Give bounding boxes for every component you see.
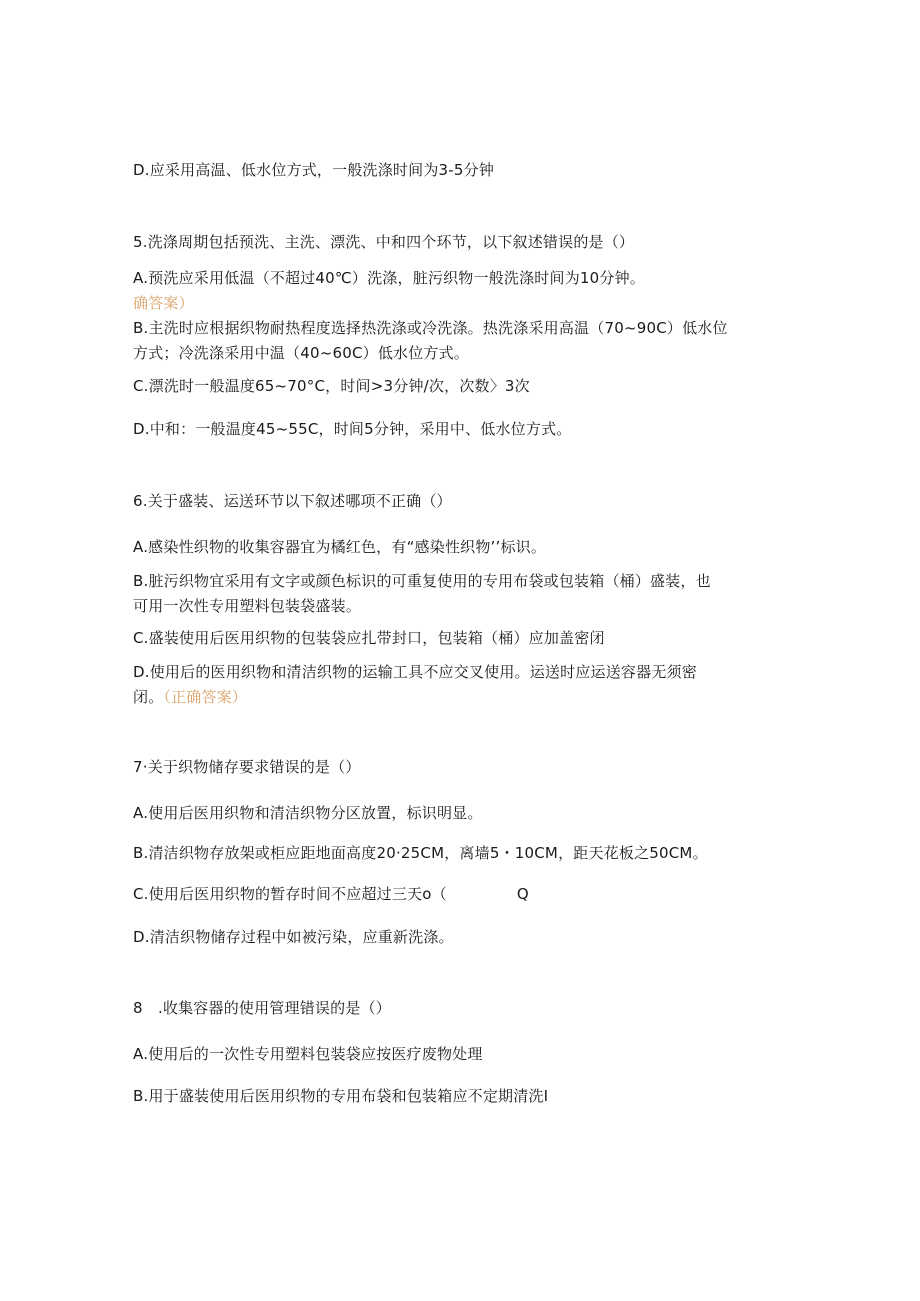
q6-option-d-line2 — [133, 687, 247, 707]
q8-title: 8 .收集容器的使用管理错误的是（） — [133, 999, 391, 1017]
q6-option-b-line2: 可用一次性专用塑料包装袋盛装。 — [133, 597, 362, 615]
q5-option-d: D.中和：一般温度45~55C，时间5分钟，采用中、低水位方式。 — [133, 420, 572, 438]
q7-option-d: D.清洁织物储存过程中如被污染，应重新洗涤。 — [133, 928, 454, 946]
q5-option-a: A.预洗应采用低温（不超过40℃）洗涤，脏污织物一般洗涤时间为10分钟。 — [133, 269, 645, 287]
q5-title: 5.洗涤周期包括预洗、主洗、漂洗、中和四个环节，以下叙述错误的是（） — [133, 233, 635, 251]
q7-option-c-tail: Q — [516, 885, 529, 903]
q7-option-c — [133, 884, 529, 904]
q7-option-a: A.使用后医用织物和清洁织物分区放置，标识明显。 — [133, 804, 483, 822]
q6-option-c: C.盛装使用后医用织物的包装袋应扎带封口，包装箱（桶）应加盖密闭 — [133, 629, 605, 647]
q7-option-b: B.清洁织物存放架或柜应距地面高度20·25CM，离墙5・10CM，距天花板之50CM。 — [133, 844, 708, 862]
q6-option-a: A.感染性织物的收集容器宜为橘红色，有“感染性织物’’标识。 — [133, 538, 547, 556]
q8-option-a: A.使用后的一次性专用塑料包装袋应按医疗废物处理 — [133, 1045, 483, 1063]
q5-option-b-line2: 方式；冷洗涤采用中温（40~60C）低水位方式。 — [133, 344, 470, 362]
q5-option-c: C.漂洗时一般温度65~70°C，时间>3分钟/次，次数〉3次 — [133, 377, 530, 395]
q5-answer-mark: 确答案） — [133, 294, 194, 312]
q6-option-b-line1: B.脏污织物宜采用有文字或颜色标识的可重复使用的专用布袋或包装箱（桶）盛装，也 — [133, 572, 711, 590]
q6-option-d-line1: D.使用后的医用织物和清洁织物的运输工具不应交叉使用。运送时应运送容器无须密 — [133, 663, 697, 681]
q6-option-d-line2-text: 闭。 — [133, 688, 164, 706]
q8-option-b: B.用于盛装使用后医用织物的专用布袋和包装箱应不定期清洗I — [133, 1087, 549, 1105]
q5-option-b-line1: B.主洗时应根据织物耐热程度选择热洗涤或冷洗涤。热洗涤采用高温（70~90C）低水位 — [133, 319, 728, 337]
q7-title: 7·关于织物储存要求错误的是（） — [133, 758, 361, 776]
q7-option-c-text: C.使用后医用织物的暂存时间不应超过三天o（ — [133, 885, 447, 903]
q6-title: 6.关于盛装、运送环节以下叙述哪项不正确（） — [133, 492, 452, 510]
q4-option-d: D.应采用高温、低水位方式，一般洗涤时间为3-5分钟 — [133, 161, 495, 179]
q6-answer-mark: （正确答案） — [163, 688, 248, 706]
